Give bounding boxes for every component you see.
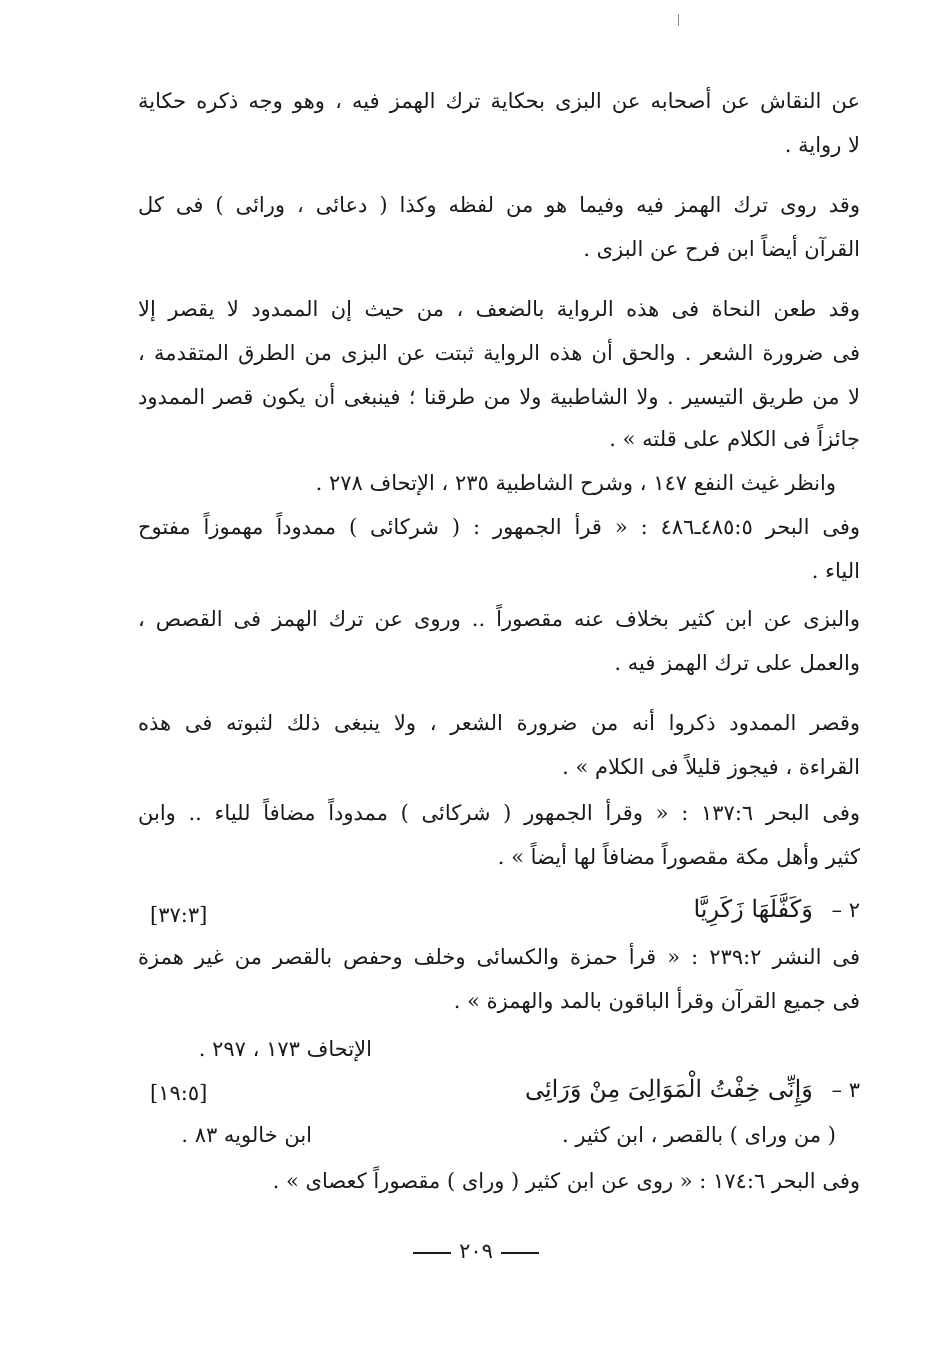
text-line: وانظر غيث النفع ١٤٧ ، وشرح الشاطبية ٢٣٥ ، الإتحاف ٢٧٨ .	[315, 471, 836, 495]
page-number	[0, 1236, 952, 1266]
text-line: لا من طريق التيسير . ولا الشاطبية ولا من طرقنا ؛ فينبغى أن يكون قصر الممدود	[138, 385, 860, 409]
verse-number: ٢ –	[831, 898, 860, 922]
text-line: وقد طعن النحاة فى هذه الرواية بالضعف ، من حيث إن الممدود لا يقصر إلا	[138, 297, 860, 321]
text-line: ابن خالويه ٨٣ .	[181, 1123, 312, 1147]
text-line: عن النقاش عن أصحابه عن البزى بحكاية ترك الهمز فيه ، وهو وجه ذكره حكاية	[138, 89, 860, 113]
dash-decoration	[501, 1252, 539, 1254]
text-line: والبزى عن ابن كثير بخلاف عنه مقصوراً .. وروى عن ترك الهمز فى القصص ،	[138, 607, 860, 631]
text-line: القرآن أيضاً ابن فرح عن البزى .	[583, 237, 860, 261]
text-line: القراءة ، فيجوز قليلاً فى الكلام » .	[562, 755, 860, 779]
text-line: الياء .	[811, 559, 860, 583]
text-line: فى النشر ٢٣٩:٢ : « قرأ حمزة والكسائى وخلف وحفص بالقصر من غير همزة	[138, 945, 860, 969]
text-line: والعمل على ترك الهمز فيه .	[614, 651, 860, 675]
text-line: كثير وأهل مكة مقصوراً مضافاً لها أيضاً » .	[497, 845, 860, 869]
verse-reference: [١٩:٥]	[150, 1081, 208, 1105]
verse-reference: [٣٧:٣]	[150, 903, 208, 927]
text-line: ( من وراى ) بالقصر ، ابن كثير .	[561, 1123, 836, 1147]
text-line: وفى البحر ١٣٧:٦ : « وقرأ الجمهور ( شركائى ) ممدوداً مضافاً للياء .. وابن	[138, 801, 860, 825]
text-line: لا رواية .	[784, 133, 860, 157]
page-number-text: ٢٠٩	[459, 1239, 493, 1263]
verse-line	[138, 894, 860, 925]
text-line: الإتحاف ١٧٣ ، ٢٩٧ .	[198, 1037, 372, 1061]
dash-decoration	[413, 1252, 451, 1254]
verse-line	[138, 1074, 860, 1105]
verse-number: ٣ –	[831, 1078, 860, 1102]
scan-mark	[678, 14, 679, 26]
text-line: وفى البحر ١٧٤:٦ : « روى عن ابن كثير ( وراى ) مقصوراً كعصاى » .	[272, 1169, 860, 1193]
quran-verse: وَإِنِّى خِفْتُ الْمَوَالِىَ مِنْ وَرَائِى	[524, 1075, 813, 1103]
text-line: وقد روى ترك الهمز فيه وفيما هو من لفظه وكذا ( دعائى ، ورائى ) فى كل	[138, 193, 860, 217]
text-line: وقصر الممدود ذكروا أنه من ضرورة الشعر ، ولا ينبغى ذلك لثبوته فى هذه	[138, 711, 860, 735]
text-line: جائزاً فى الكلام على قلته » .	[609, 427, 860, 451]
text-line: فى ضرورة الشعر . والحق أن هذه الرواية ثبتت عن البزى من الطرق المتقدمة ،	[138, 341, 860, 365]
quran-verse: وَكَفَّلَهَا زَكَرِيَّا	[693, 895, 813, 923]
text-line: فى جميع القرآن وقرأ الباقون بالمد والهمزة » .	[453, 989, 860, 1013]
text-line: وفى البحر ٤٨٥:٥ـ٤٨٦ : « قرأ الجمهور : ( شركائى ) ممدوداً مهموزاً مفتوح	[138, 515, 861, 539]
